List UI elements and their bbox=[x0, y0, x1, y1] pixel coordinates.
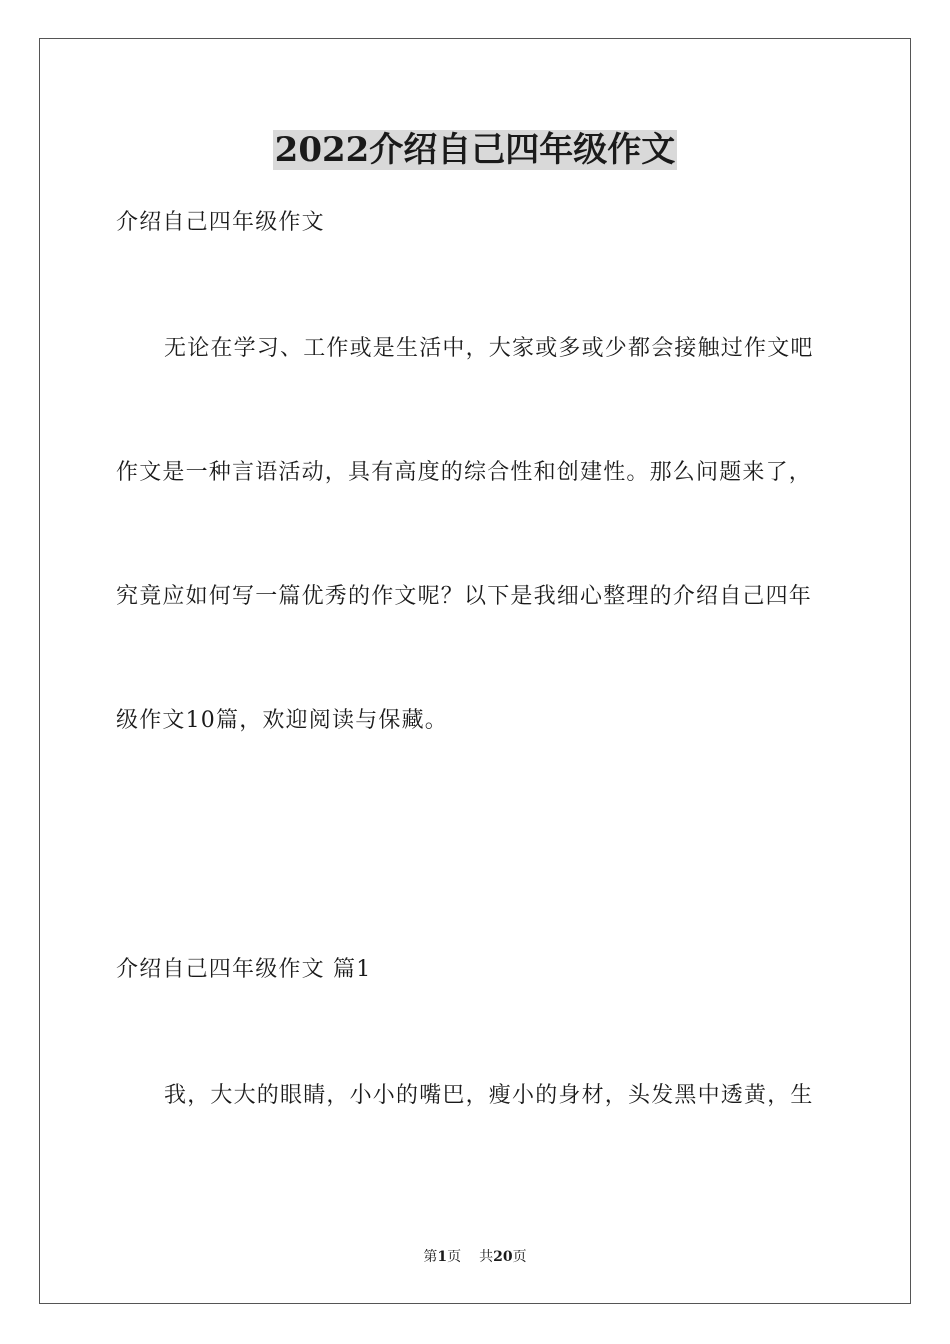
document-subtitle: 介绍自己四年级作文 bbox=[116, 210, 325, 235]
page-suffix: 页 bbox=[447, 1249, 462, 1265]
page-prefix: 第 bbox=[423, 1249, 438, 1265]
document-title-text: 2022介绍自己四年级作文 bbox=[274, 130, 676, 170]
total-suffix: 页 bbox=[512, 1249, 527, 1265]
section-heading: 介绍自己四年级作文 篇1 bbox=[116, 957, 372, 982]
page-total: 20 bbox=[493, 1249, 513, 1265]
total-prefix: 共 bbox=[479, 1249, 494, 1265]
paragraph-line: 作文是一种言语活动，具有高度的综合性和创建性。那么问题来了， bbox=[116, 460, 813, 485]
page-current: 1 bbox=[437, 1249, 448, 1265]
paragraph-line: 究竟应如何写一篇优秀的作文呢？以下是我细心整理的介绍自己四年 bbox=[116, 584, 813, 609]
paragraph-line: 我，大大的眼睛，小小的嘴巴，瘦小的身材，头发黑中透黄，生 bbox=[164, 1083, 814, 1108]
page-footer bbox=[0, 1247, 950, 1267]
paragraph-line: 级作文10篇，欢迎阅读与保藏。 bbox=[116, 708, 448, 733]
document-title bbox=[0, 126, 950, 174]
paragraph-line: 无论在学习、工作或是生活中，大家或多或少都会接触过作文吧 bbox=[164, 336, 814, 361]
